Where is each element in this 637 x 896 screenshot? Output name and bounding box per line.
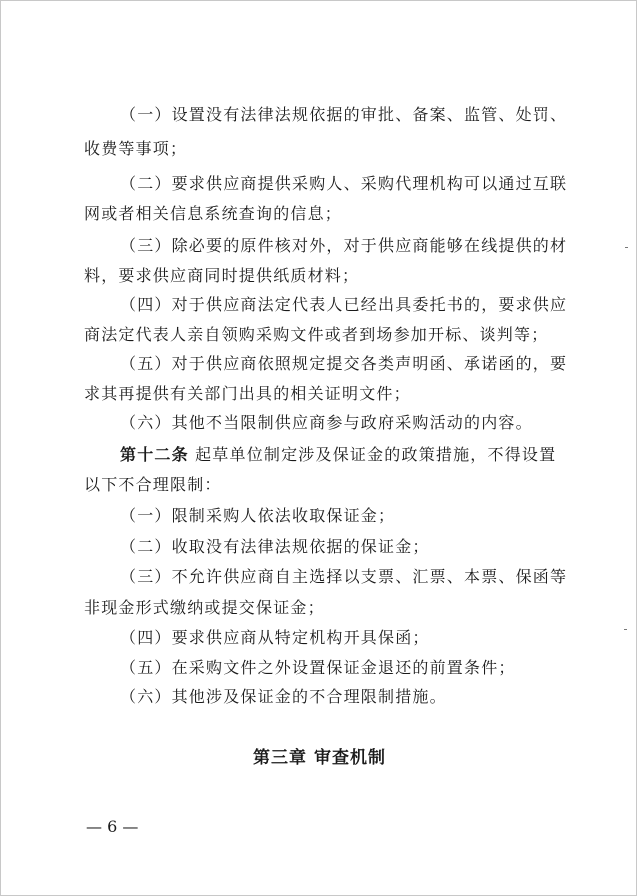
page-number: — 6 — <box>86 817 139 836</box>
list-item: （四）要求供应商从特定机构开具保函； <box>120 628 430 647</box>
paragraph-line: 以下不合理限制： <box>84 475 222 494</box>
paragraph-line: （三）除必要的原件核对外，对于供应商能够在线提供的材 <box>120 236 568 255</box>
paragraph-line: 商法定代表人亲自领购采购文件或者到场参加开标、谈判等； <box>84 325 549 344</box>
paragraph-line: 网或者相关信息系统查询的信息； <box>84 204 343 223</box>
paragraph-line: 收费等事项； <box>84 139 188 158</box>
list-item: （三）不允许供应商自主选择以支票、汇票、本票、保函等 <box>120 567 568 586</box>
list-item: （五）在采购文件之外设置保证金退还的前置条件； <box>120 658 516 677</box>
list-item: （六）其他涉及保证金的不合理限制措施。 <box>120 687 447 706</box>
scan-speck <box>625 247 628 248</box>
article-heading: 第十二条 <box>120 445 189 464</box>
article-text: 起草单位制定涉及保证金的政策措施，不得设置 <box>188 445 557 464</box>
paragraph-line: 求其再提供有关部门出具的相关证明文件； <box>84 384 411 403</box>
chapter-title: 第三章 审查机制 <box>253 748 386 768</box>
paragraph-line: （二）要求供应商提供采购人、采购代理机构可以通过互联 <box>120 174 568 193</box>
scan-speck <box>624 629 627 630</box>
article-first-line <box>120 445 556 465</box>
paragraph-line: （四）对于供应商法定代表人已经出具委托书的，要求供应 <box>120 295 568 314</box>
list-item: （一）限制采购人依法收取保证金； <box>120 506 396 525</box>
paragraph-line: （六）其他不当限制供应商参与政府采购活动的内容。 <box>120 413 533 432</box>
paragraph-line: （一）设置没有法律法规依据的审批、备案、监管、处罚、 <box>120 105 568 124</box>
paragraph-line: 料，要求供应商同时提供纸质材料； <box>84 266 360 285</box>
list-item: 非现金形式缴纳或提交保证金； <box>84 598 325 617</box>
paragraph-line: （五）对于供应商依照规定提交各类声明函、承诺函的，要 <box>120 354 568 373</box>
list-item: （二）收取没有法律法规依据的保证金； <box>120 537 430 556</box>
